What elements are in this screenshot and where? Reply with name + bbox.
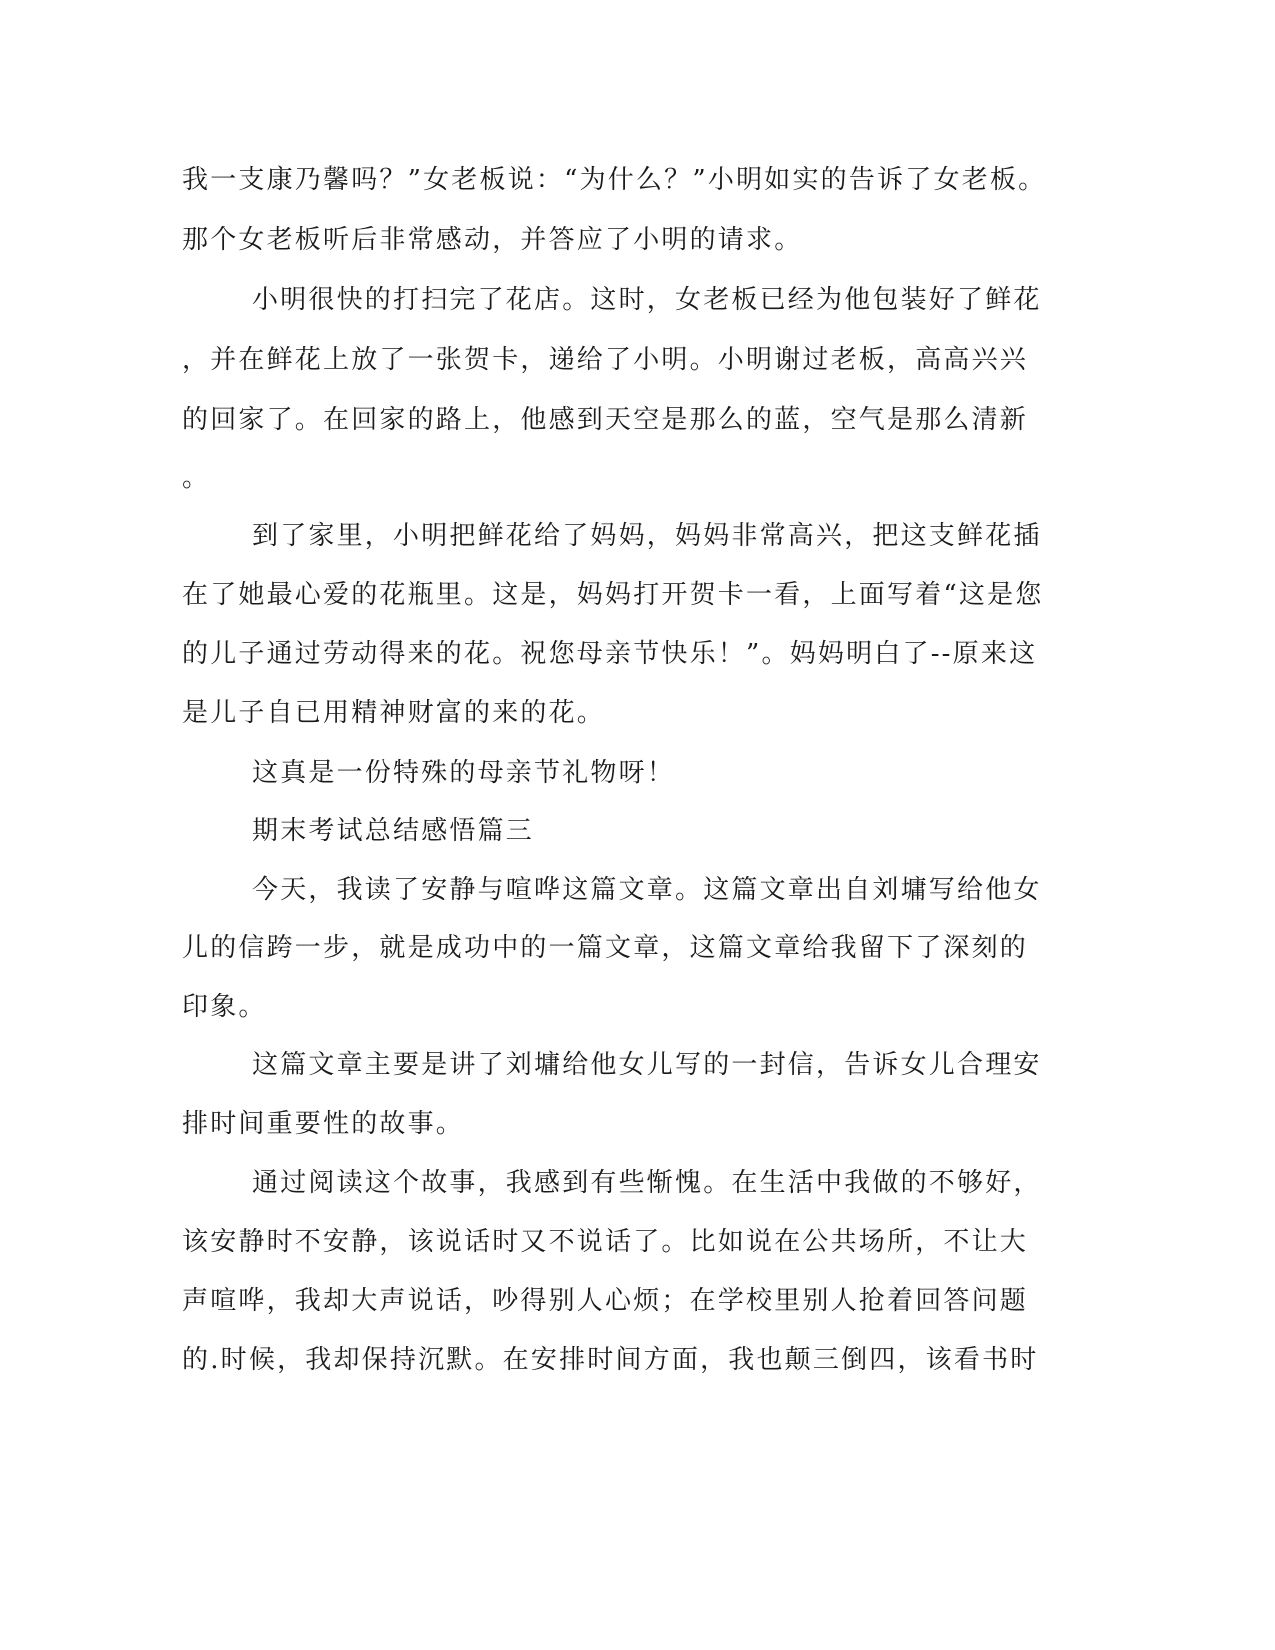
paragraph-start: 这真是一份特殊的母亲节礼物呀！ (252, 758, 676, 788)
text-line: 的回家了。在回家的路上，他感到天空是那么的蓝，空气是那么清新 (182, 405, 1029, 435)
text-line: 声喧哗，我却大声说话，吵得别人心烦；在学校里别人抢着回答问题 (182, 1286, 1029, 1316)
text-line: 印象。 (182, 992, 267, 1022)
text-line: 儿的信跨一步，就是成功中的一篇文章，这篇文章给我留下了深刻的 (182, 933, 1029, 963)
text-line: 在了她最心爱的花瓶里。这是，妈妈打开贺卡一看，上面写着“这是您 (182, 580, 1044, 610)
text-line: 。 (182, 463, 211, 493)
text-line: 该安静时不安静，该说话时又不说话了。比如说在公共场所，不让大 (182, 1227, 1029, 1257)
paragraph-start: 这篇文章主要是讲了刘墉给他女儿写的一封信，告诉女儿合理安 (252, 1050, 1042, 1080)
text-line: 那个女老板听后非常感动，并答应了小明的请求。 (182, 225, 803, 255)
paragraph-start: 小明很快的打扫完了花店。这时，女老板已经为他包装好了鲜花 (252, 285, 1042, 315)
paragraph-start: 通过阅读这个故事，我感到有些惭愧。在生活中我做的不够好， (252, 1168, 1042, 1198)
text-line: 的.时候，我却保持沉默。在安排时间方面，我也颠三倒四，该看书时 (182, 1345, 1039, 1375)
text-line: ，并在鲜花上放了一张贺卡，递给了小明。小明谢过老板，高高兴兴 (182, 345, 1029, 375)
paragraph-start: 到了家里，小明把鲜花给了妈妈，妈妈非常高兴，把这支鲜花插 (252, 521, 1042, 551)
text-line: 我一支康乃馨吗？”女老板说：“为什么？”小明如实的告诉了女老板。 (182, 165, 1047, 195)
text-line: 排时间重要性的故事。 (182, 1109, 465, 1139)
paragraph-start: 今天，我读了安静与喧哗这篇文章。这篇文章出自刘墉写给他女 (252, 875, 1042, 905)
text-line: 是儿子自已用精神财富的来的花。 (182, 698, 606, 728)
section-heading: 期末考试总结感悟篇三 (252, 816, 535, 846)
text-line: 的儿子通过劳动得来的花。祝您母亲节快乐！”。妈妈明白了--原来这 (182, 639, 1038, 669)
